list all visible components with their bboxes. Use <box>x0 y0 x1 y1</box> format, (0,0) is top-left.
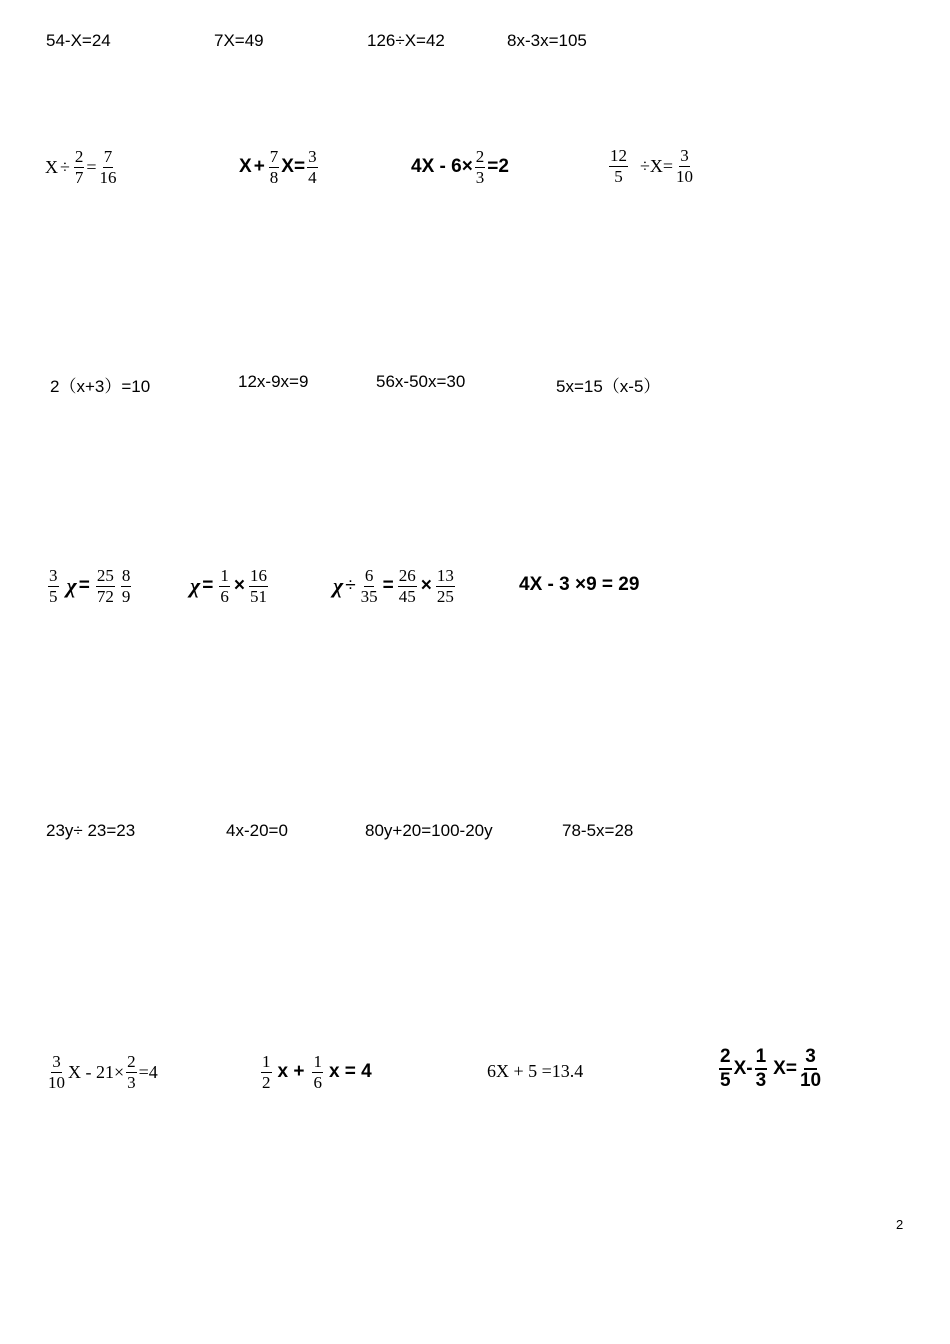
equation-4-4: 4X - 3 ×9 = 29 <box>519 574 640 595</box>
fraction: $\frac{26}{45}$ <box>398 566 416 606</box>
page-number: 2 <box>896 1217 904 1232</box>
variable: X <box>239 156 252 178</box>
equation-1-4: 8x-3x=105 <box>507 31 587 50</box>
equation-4-2 <box>190 567 270 606</box>
operator: × <box>233 575 245 597</box>
fraction: $\frac{2}{7}$ <box>74 147 84 187</box>
fraction: $\frac{3}{5}$ <box>49 566 58 606</box>
equation-5-4: 78-5x=28 <box>562 821 634 840</box>
fraction: $\frac{12}{5}$ <box>610 146 627 186</box>
fraction: $\frac{2}{5}$ <box>720 1046 731 1091</box>
equation-6-3: 6X + 5 =13.4 <box>487 1061 584 1081</box>
expression: =2 <box>487 156 509 178</box>
equation-3-4: 5x=15（x-5） <box>556 377 661 396</box>
operator: ÷ <box>60 156 70 177</box>
equation-1-3: 126÷X=42 <box>367 31 445 50</box>
variable: X <box>45 156 58 177</box>
equation-5-2: 4x-20=0 <box>226 821 288 840</box>
expression: X- <box>733 1057 753 1079</box>
fraction: $\frac{1}{3}$ <box>755 1046 767 1091</box>
fraction: $\frac{1}{2}$ <box>262 1052 271 1092</box>
expression: =4 <box>138 1061 158 1082</box>
equation-2-3 <box>411 148 509 187</box>
equals-sign: = <box>202 575 214 597</box>
variable: X= <box>773 1057 797 1079</box>
equation-3-3: 56x-50x=30 <box>376 372 466 391</box>
fraction: $\frac{13}{25}$ <box>436 566 454 606</box>
equation-2-1 <box>45 148 120 187</box>
fraction: $\frac{7}{16}$ <box>99 147 117 187</box>
fraction: $\frac{16}{51}$ <box>249 566 267 606</box>
equation-6-1 <box>45 1053 158 1092</box>
fraction: $\frac{1}{6}$ <box>220 566 229 606</box>
equation-5-3: 80y+20=100-20y <box>365 821 493 840</box>
operator: × <box>420 575 432 597</box>
variable: χ <box>190 573 201 599</box>
fraction: $\frac{2}{3}$ <box>127 1052 136 1092</box>
equation-3-2: 12x-9x=9 <box>238 372 309 391</box>
fraction: $\frac{3}{10}$ <box>799 1046 822 1091</box>
expression: X - 21× <box>68 1061 125 1082</box>
fraction: $\frac{3}{4}$ <box>308 147 317 187</box>
expression: x = 4 <box>328 1061 372 1083</box>
fraction: $\frac{3}{10}$ <box>676 146 694 186</box>
fraction: $\frac{6}{35}$ <box>360 566 378 606</box>
equation-6-2 <box>259 1053 372 1092</box>
fraction: $\frac{7}{8}$ <box>269 147 279 187</box>
equation-1-1: 54-X=24 <box>46 31 111 50</box>
expression: x + <box>277 1061 305 1083</box>
equation-2-2 <box>239 148 320 187</box>
equation-1-2: 7X=49 <box>214 31 264 50</box>
fraction: $\frac{8}{9}$ <box>121 566 131 606</box>
fraction: $\frac{1}{6}$ <box>313 1052 322 1092</box>
equation-4-1 <box>46 567 133 606</box>
variable: χ <box>333 573 344 599</box>
variable: X= <box>281 156 306 178</box>
expression: 4X - 6× <box>411 156 473 178</box>
expression: ÷X= <box>640 155 674 176</box>
equals-sign: = <box>382 575 394 597</box>
operator: ÷ <box>345 575 356 597</box>
equation-6-4 <box>717 1047 824 1091</box>
fraction: $\frac{25}{72}$ <box>96 566 114 606</box>
equals-sign: = <box>78 575 90 597</box>
equation-5-1: 23y÷ 23=23 <box>46 821 136 840</box>
operator: + <box>253 156 265 178</box>
equation-2-4 <box>607 147 696 186</box>
equation-4-3 <box>333 567 457 606</box>
variable: χ <box>66 573 77 599</box>
fraction: $\frac{2}{3}$ <box>475 147 485 187</box>
equation-3-1: 2（x+3）=10 <box>50 377 151 396</box>
fraction: $\frac{3}{10}$ <box>48 1052 65 1092</box>
equals-sign: = <box>86 156 97 177</box>
